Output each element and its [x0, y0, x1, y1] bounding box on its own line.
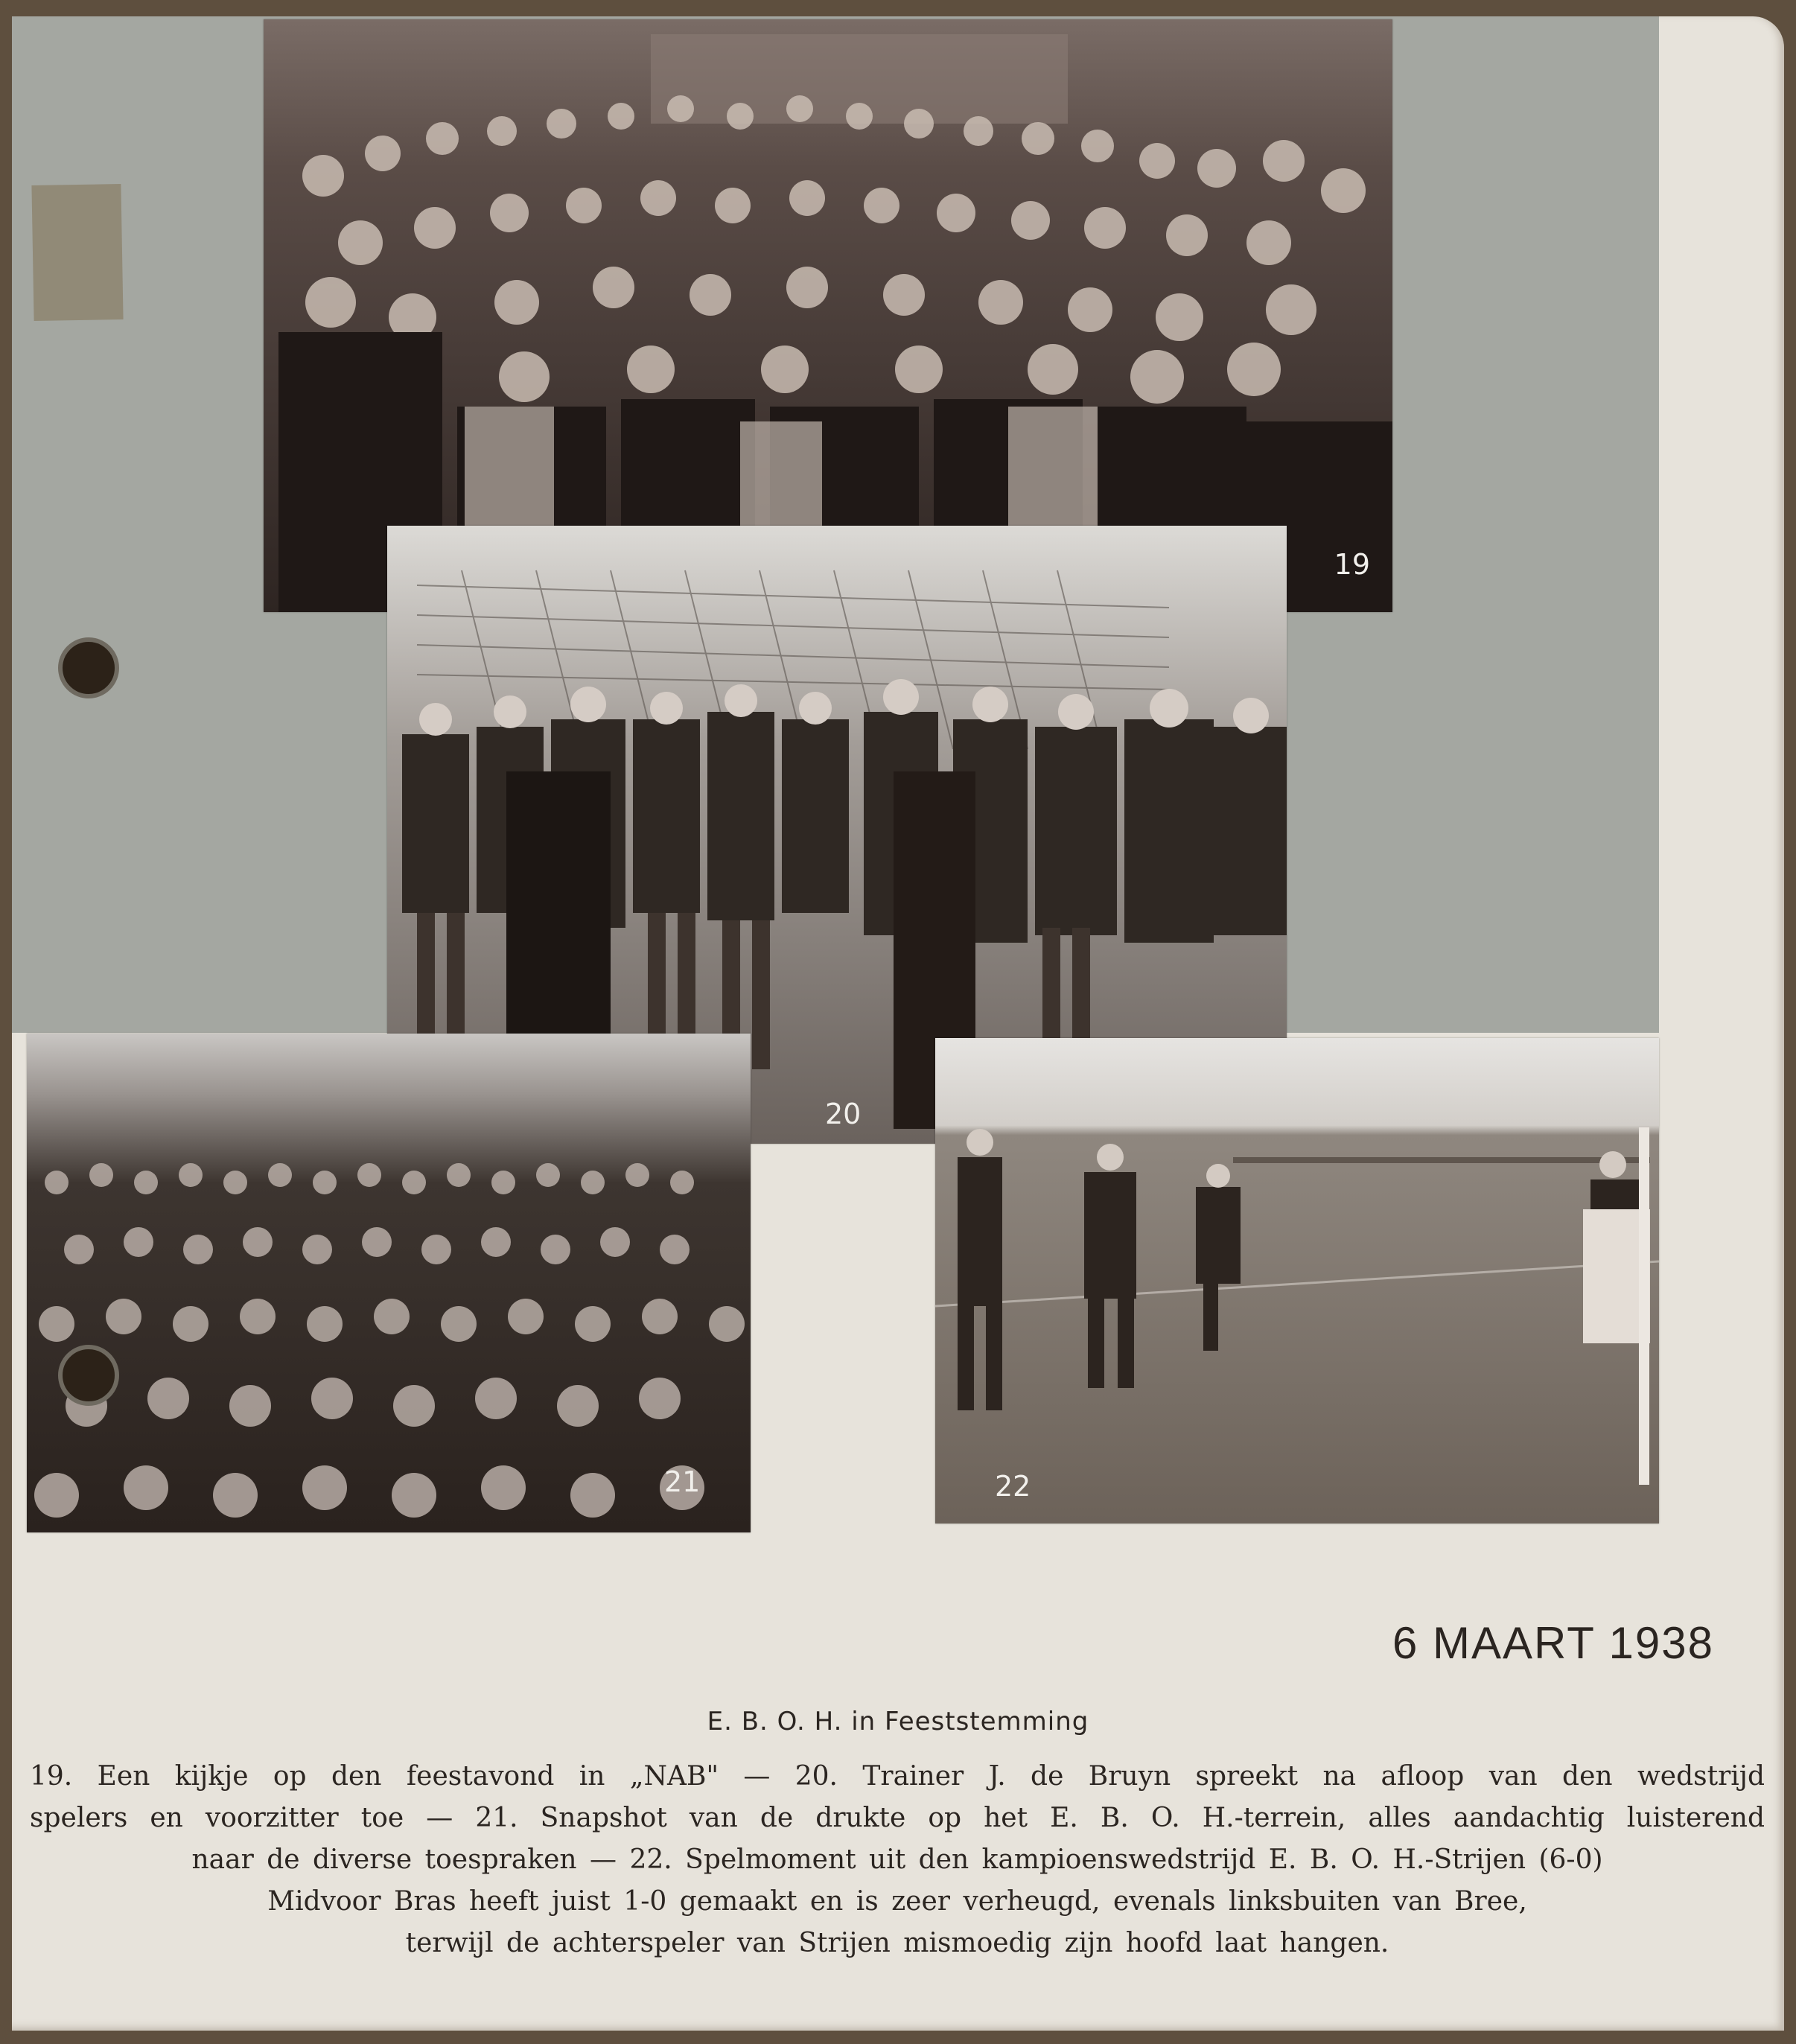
caption-text	[30, 1756, 1765, 1964]
photo-number-20: 20	[825, 1098, 862, 1130]
photo-21-crowd	[27, 1034, 751, 1532]
photo-number-22: 22	[995, 1470, 1031, 1503]
page-date: 6 MAART 1938	[1392, 1618, 1714, 1668]
photo-19-party	[264, 19, 1392, 612]
caption-line: 19. Een kijkje op den feestavond in „NAB" — 20. Trainer J. de Bruyn spreekt na afloop van den wedstrijd	[30, 1761, 1765, 1792]
caption-title: E. B. O. H. in Feeststemming	[707, 1707, 1089, 1736]
photo-number-21: 21	[664, 1465, 701, 1498]
caption-line: spelers en voorzitter toe — 21. Snapshot van de drukte op het E. B. O. H.-terrein, alles aandachtig luisterend	[30, 1803, 1765, 1833]
punch-hole-upper	[58, 637, 119, 698]
photo-22-match	[935, 1038, 1659, 1524]
caption-line: Midvoor Bras heeft juist 1-0 gemaakt en is zeer verheugd, evenals linksbuiten van Bree,	[267, 1886, 1527, 1917]
caption-line: terwijl de achterspeler van Strijen mismoedig zijn hoofd laat hangen.	[405, 1928, 1389, 1958]
caption-line: naar de diverse toespraken — 22. Spelmoment uit den kampioenswedstrijd E. B. O. H.-Strijen (6-0)	[191, 1844, 1603, 1875]
tape-strip	[31, 184, 123, 321]
punch-hole-lower	[58, 1345, 119, 1406]
photo-number-19: 19	[1334, 548, 1370, 581]
